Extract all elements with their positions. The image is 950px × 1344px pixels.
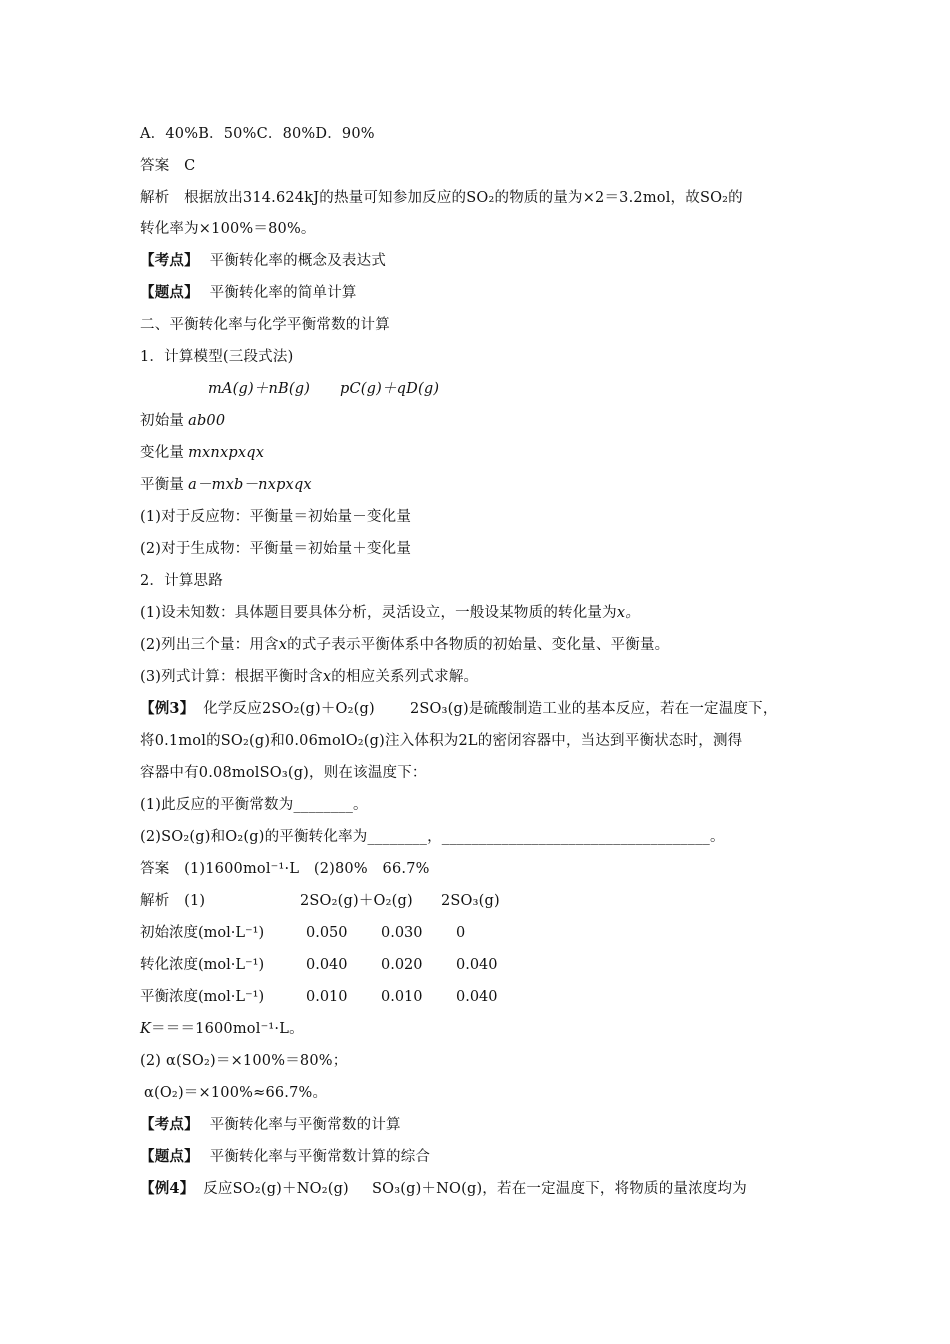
approach-step-3-var: x — [322, 669, 332, 685]
kaodian-line-2 — [140, 1115, 401, 1135]
row-value-o2: 0.010 — [381, 989, 423, 1005]
example-3-reaction-left: 化学反应2SO₂(g)＋O₂(g) — [203, 701, 375, 717]
approach-step-2-b: 的式子表示平衡体系中各物质的初始量、变化量、平衡量。 — [287, 637, 670, 653]
k-symbol: K — [140, 1021, 152, 1037]
model-initial — [140, 411, 225, 431]
example-4-reaction-right: SO₃(g)＋NO(g)，若在一定温度下，将物质的量浓度均为 — [372, 1181, 747, 1197]
approach-step-1 — [140, 603, 640, 623]
tidian-tag-2: 【题点】 — [140, 1148, 199, 1165]
kaodian-text-2: 平衡转化率与平衡常数的计算 — [209, 1117, 401, 1133]
kaodian-tag: 【考点】 — [140, 252, 199, 269]
approach-step-1-text: (1)设未知数：具体题目要具体分析，灵活设立，一般设某物质的转化量为 — [140, 605, 617, 621]
analysis-line-2: 转化率为×100%＝80%。 — [140, 221, 316, 237]
model-change-values: mxnxpxqx — [188, 445, 265, 461]
row-value-o2: 0.030 — [381, 925, 423, 941]
k-value: ＝＝＝1600mol⁻¹·L。 — [151, 1021, 304, 1037]
approach-step-2 — [140, 635, 669, 655]
row-value-so3: 0 — [456, 925, 466, 941]
tidian-line-1 — [140, 283, 357, 303]
example-4-line-1 — [140, 1179, 349, 1199]
example-3-line-1 — [140, 699, 375, 719]
model-initial-values: ab00 — [188, 413, 226, 429]
model-change — [140, 443, 264, 463]
approach-step-2-a: (2)列出三个量：用含 — [140, 637, 279, 653]
approach-step-1-var: x。 — [616, 605, 640, 621]
conversion-o2: α(O₂)＝×100%≈66.7%。 — [144, 1085, 328, 1101]
subheading-approach: 2．计算思路 — [140, 573, 223, 589]
approach-step-3-a: (3)列式计算：根据平衡时含 — [140, 669, 323, 685]
example-3-analysis-products: 2SO₃(g) — [441, 893, 500, 909]
row-value-so3: 0.040 — [456, 989, 498, 1005]
tidian-tag: 【题点】 — [140, 284, 199, 301]
kaodian-line-1 — [140, 251, 386, 271]
model-initial-label: 初始量 — [140, 413, 185, 429]
model-reactants-text: mA(g)＋nB(g) — [208, 381, 311, 397]
tidian-text: 平衡转化率的简单计算 — [209, 285, 357, 301]
kaodian-text: 平衡转化率的概念及表达式 — [209, 253, 387, 269]
model-products — [340, 379, 439, 399]
approach-step-3-b: 的相应关系列式求解。 — [331, 669, 479, 685]
model-change-label: 变化量 — [140, 445, 185, 461]
kaodian-tag-2: 【考点】 — [140, 1116, 199, 1133]
section-heading: 二、平衡转化率与化学平衡常数的计算 — [140, 317, 390, 333]
model-reactants — [208, 379, 310, 399]
choice-options: A．40%B．50%C．80%D．90% — [140, 126, 375, 142]
tidian-text-2: 平衡转化率与平衡常数计算的综合 — [209, 1149, 431, 1165]
approach-step-2-var: x — [278, 637, 288, 653]
example-3-analysis-reactants: 2SO₂(g)＋O₂(g) — [300, 893, 413, 909]
subheading-model: 1．计算模型(三段式法) — [140, 349, 294, 365]
example-3-tag: 【例3】 — [140, 700, 195, 717]
tidian-line-2 — [140, 1147, 430, 1167]
example-3-answer: 答案 (1)1600mol⁻¹·L (2)80% 66.7% — [140, 861, 430, 877]
model-equilibrium-label: 平衡量 — [140, 477, 185, 493]
row-value-so2: 0.010 — [306, 989, 348, 1005]
equilibrium-constant-line — [140, 1019, 304, 1039]
example-4-tag: 【例4】 — [140, 1180, 195, 1197]
model-equilibrium-values: a－mxb－nxpxqx — [188, 477, 312, 493]
row-label: 平衡浓度(mol·L⁻¹) — [140, 989, 265, 1005]
example-3-question-1: (1)此反应的平衡常数为________。 — [140, 797, 368, 813]
model-products-text: pC(g)＋qD(g) — [340, 381, 440, 397]
row-label: 初始浓度(mol·L⁻¹) — [140, 925, 265, 941]
conversion-so2: (2) α(SO₂)＝×100%＝80%； — [140, 1053, 348, 1069]
example-3-reaction-right: 2SO₃(g)是硫酸制造工业的基本反应，若在一定温度下， — [410, 701, 778, 717]
rule-reactants: (1)对于反应物：平衡量＝初始量－变化量 — [140, 509, 412, 525]
example-3-analysis-label: 解析 (1) — [140, 893, 206, 909]
row-value-so3: 0.040 — [456, 957, 498, 973]
example-3-question-2: (2)SO₂(g)和O₂(g)的平衡转化率为________，____________________________________。 — [140, 829, 725, 845]
answer-line: 答案 C — [140, 158, 196, 174]
example-3-line-3: 容器中有0.08molSO₃(g)，则在该温度下： — [140, 765, 427, 781]
analysis-line-1: 解析 根据放出314.624kJ的热量可知参加反应的SO₂的物质的量为×2＝3.2mol，故SO₂的 — [140, 190, 743, 206]
rule-products: (2)对于生成物：平衡量＝初始量＋变化量 — [140, 541, 412, 557]
row-label: 转化浓度(mol·L⁻¹) — [140, 957, 265, 973]
row-value-so2: 0.040 — [306, 957, 348, 973]
approach-step-3 — [140, 667, 478, 687]
example-3-line-2: 将0.1mol的SO₂(g)和0.06molO₂(g)注入体积为2L的密闭容器中，当达到平衡状态时，测得 — [140, 733, 743, 749]
row-value-so2: 0.050 — [306, 925, 348, 941]
model-equilibrium — [140, 475, 312, 495]
example-4-reaction-left: 反应SO₂(g)＋NO₂(g) — [203, 1181, 349, 1197]
row-value-o2: 0.020 — [381, 957, 423, 973]
